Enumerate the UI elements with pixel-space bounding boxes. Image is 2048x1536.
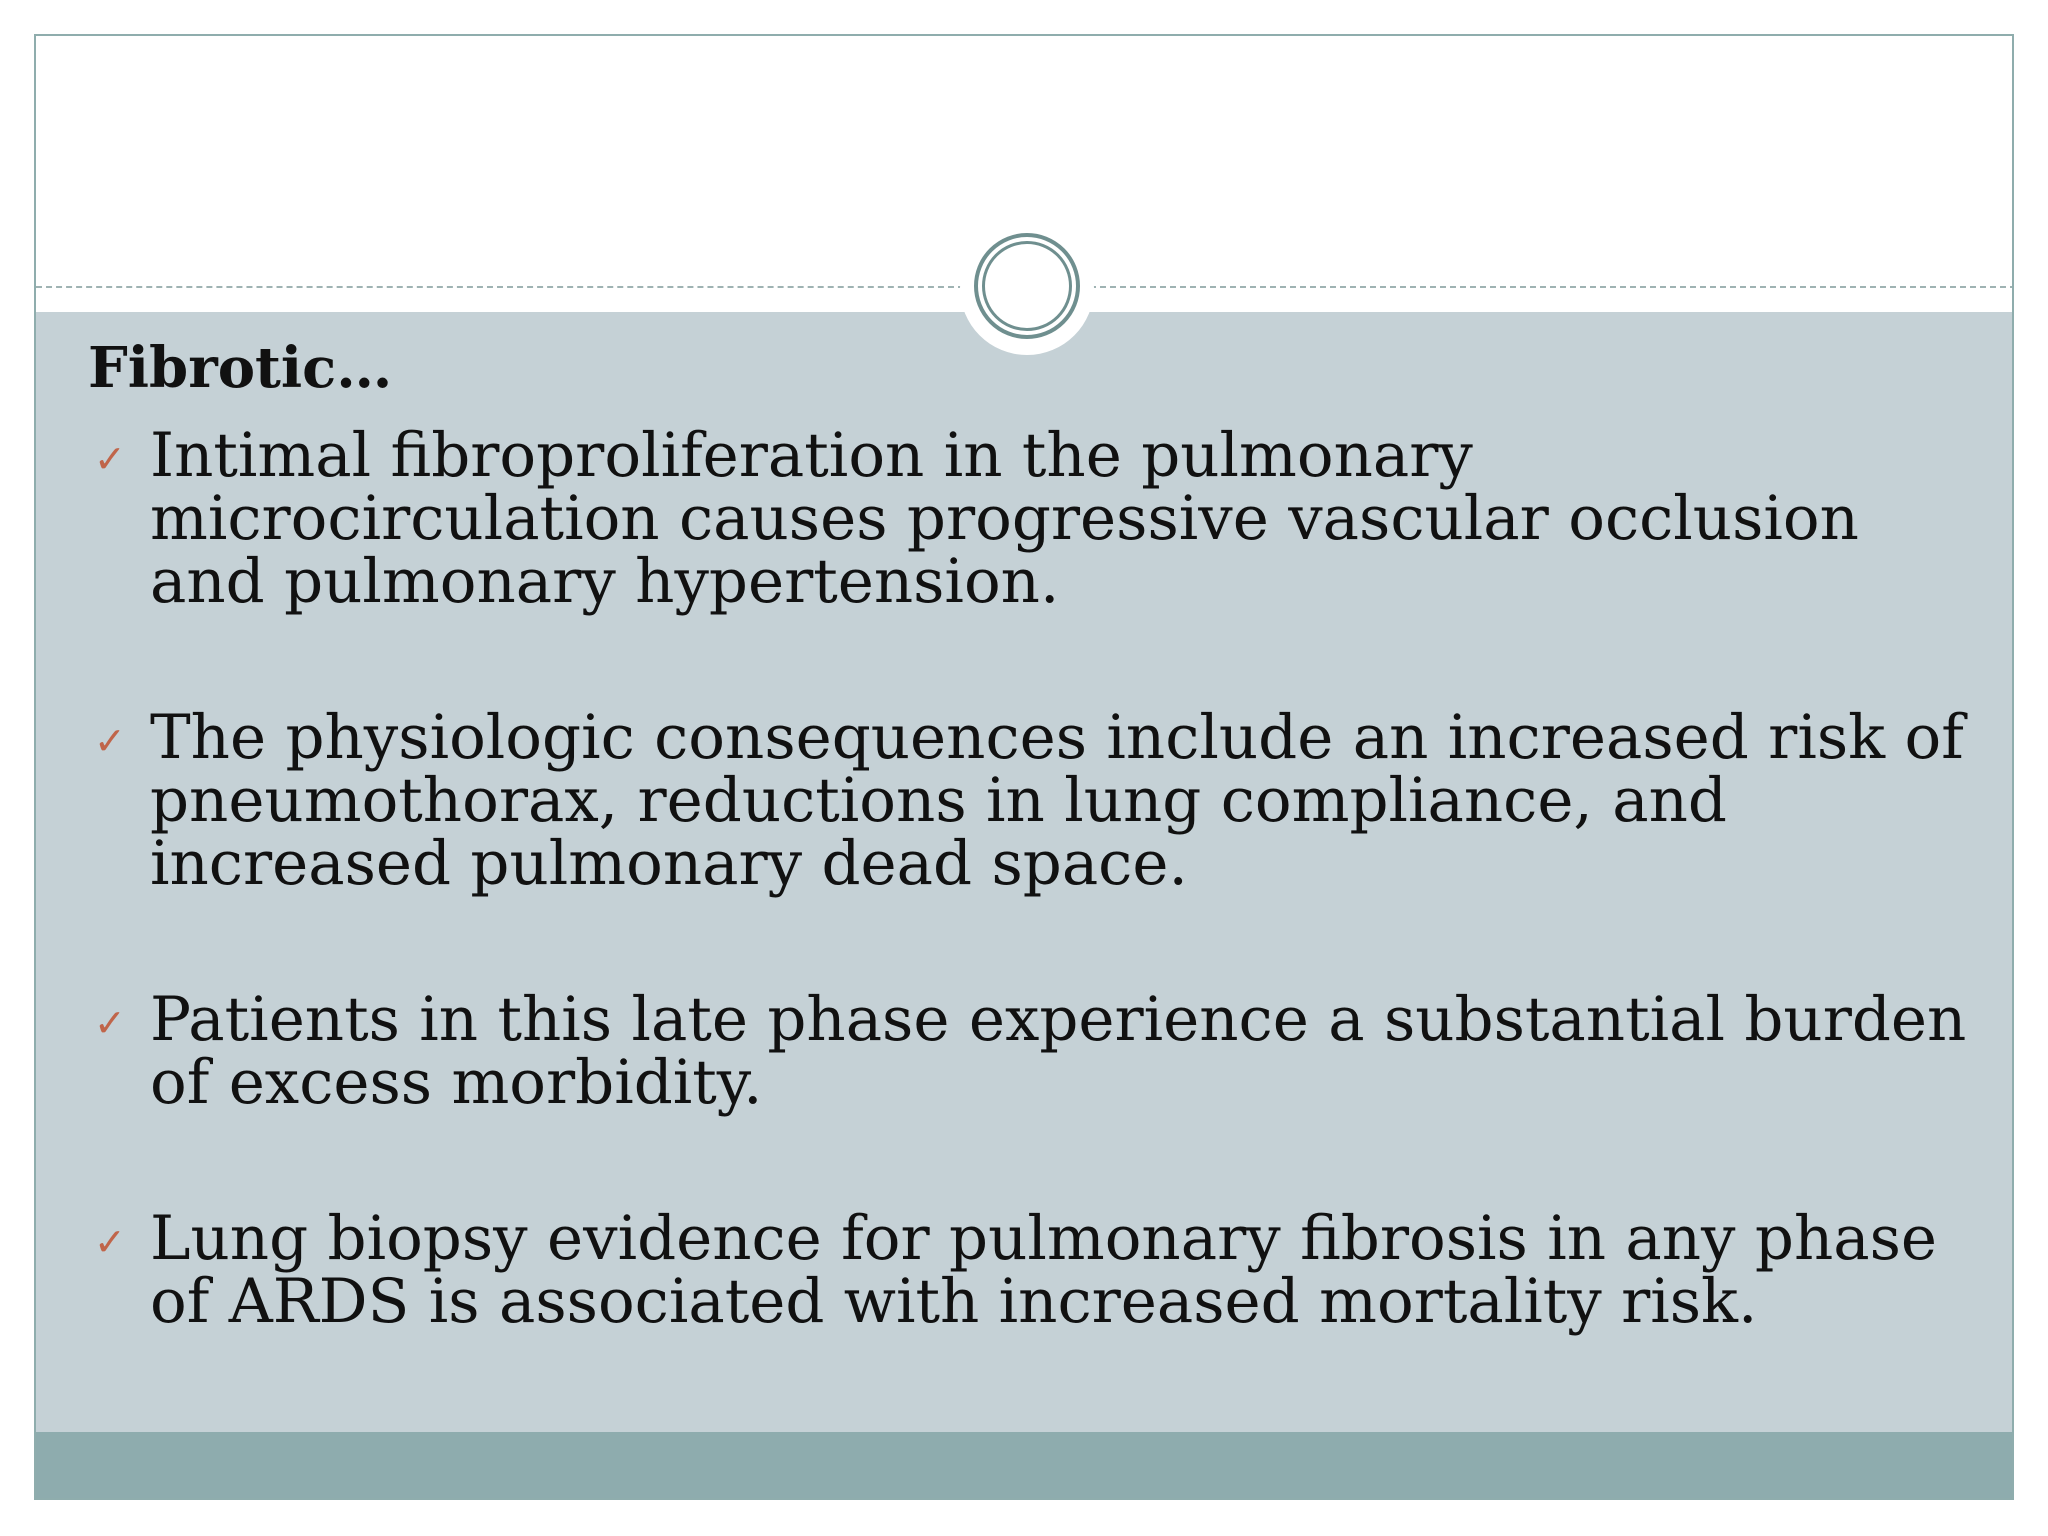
slide-heading: Fibrotic… <box>88 335 393 401</box>
bullet-text: Lung biopsy evidence for pulmonary fibrosis in any phase of ARDS is associated with increased mortality risk. <box>150 1203 1938 1337</box>
bullet-item <box>88 984 1978 1118</box>
checkmark-icon: ✓ <box>94 1001 126 1045</box>
bullet-item <box>88 420 1978 617</box>
checkmark-icon: ✓ <box>94 719 126 763</box>
circle-ornament-icon <box>974 233 1080 339</box>
bullet-item <box>88 702 1978 899</box>
divider-line-left <box>36 286 964 288</box>
bullet-text: The physiologic consequences include an increased risk of pneumothorax, reductions in lung compliance, and increased pulmonary dead space. <box>150 702 1964 899</box>
divider-line-right <box>1090 286 2014 288</box>
footer-band <box>36 1432 2012 1500</box>
checkmark-icon: ✓ <box>94 1220 126 1264</box>
bullet-text: Intimal fibroproliferation in the pulmonary microcirculation causes progressive vascular occlusion and pulmonary hypertension. <box>150 420 1859 617</box>
bullet-text: Patients in this late phase experience a substantial burden of excess morbidity. <box>150 984 1967 1118</box>
bullet-list <box>88 420 1978 1337</box>
bullet-item <box>88 1203 1978 1337</box>
circle-ornament-inner <box>982 241 1072 331</box>
slide <box>34 34 2014 1500</box>
checkmark-icon: ✓ <box>94 437 126 481</box>
